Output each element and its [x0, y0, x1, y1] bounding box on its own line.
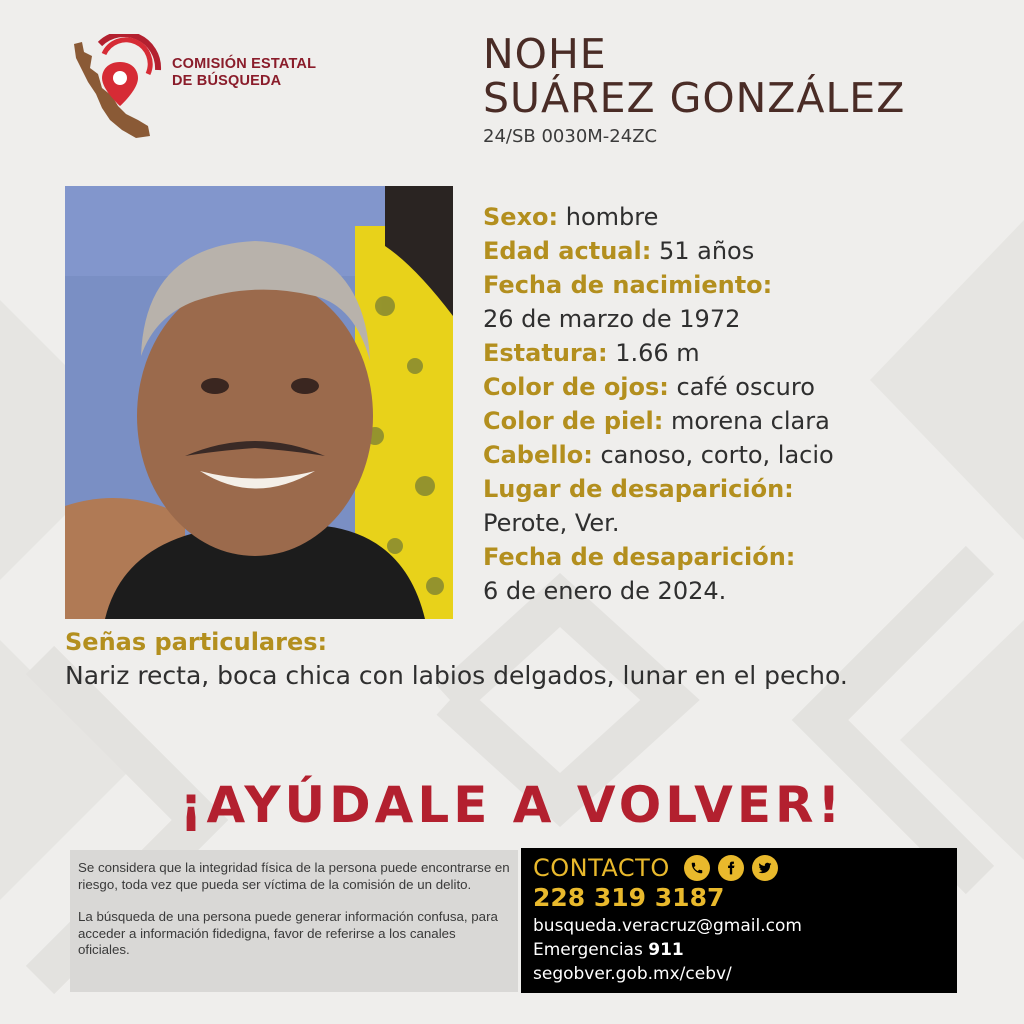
distinguishing-marks: [65, 625, 965, 693]
detail-label: Cabello:: [483, 441, 593, 469]
detail-value: hombre: [565, 203, 659, 231]
disclaimer-paragraph: Se considera que la integridad física de la persona puede encontrarse en riesgo, toda vez que pueda ser víctima de la comisión de un delito.: [78, 860, 510, 892]
detail-fecha-desap-value: 6 de enero de 2024.: [483, 577, 727, 605]
call-to-action: ¡AYÚDALE A VOLVER!: [179, 776, 845, 834]
detail-fecha-desap-label: [483, 540, 1003, 574]
person-name-block: [483, 32, 905, 147]
detail-label: Color de ojos:: [483, 373, 669, 401]
emergency-label: Emergencias: [533, 940, 643, 960]
veracruz-map-icon: [62, 34, 172, 144]
detail-nacimiento-value: 26 de marzo de 1972: [483, 305, 741, 333]
emergency-number[interactable]: 911: [648, 940, 684, 960]
detail-label: Sexo:: [483, 203, 559, 231]
phone-icon[interactable]: [684, 855, 710, 881]
detail-value: morena clara: [670, 407, 830, 435]
marks-value: Nariz recta, boca chica con labios delgados, lunar en el pecho.: [65, 661, 848, 690]
first-name: NOHE: [483, 30, 607, 78]
detail-ojos: [483, 370, 1003, 404]
detail-label: Fecha de desaparición:: [483, 543, 796, 571]
case-id: 24/SB 0030M-24ZC: [483, 126, 658, 147]
detail-cabello: [483, 438, 1003, 472]
logo-line-2: DE BÚSQUEDA: [172, 73, 282, 89]
detail-label: Lugar de desaparición:: [483, 475, 794, 503]
detail-label: Estatura:: [483, 339, 608, 367]
details-list: [483, 200, 1003, 608]
detail-label: Fecha de nacimiento:: [483, 271, 773, 299]
contact-box: [521, 848, 957, 993]
twitter-icon[interactable]: [752, 855, 778, 881]
detail-nacimiento-label: [483, 268, 1003, 302]
detail-lugar-value: Perote, Ver.: [483, 509, 620, 537]
detail-value: 1.66 m: [615, 339, 700, 367]
marks-label: Señas particulares:: [65, 628, 328, 656]
social-icons: [684, 855, 778, 881]
logo-line-1: COMISIÓN ESTATAL: [172, 56, 317, 72]
detail-value: café oscuro: [676, 373, 815, 401]
contact-phone[interactable]: 228 319 3187: [533, 883, 725, 912]
disclaimer-paragraph: La búsqueda de una persona puede generar información confusa, para acceder a información fidedigna, favor de referirse a los canales oficiales.: [78, 909, 498, 957]
disclaimer-box: [70, 850, 518, 992]
detail-label: Edad actual:: [483, 237, 652, 265]
last-name: SUÁREZ GONZÁLEZ: [483, 74, 906, 122]
person-photo: [65, 186, 453, 619]
detail-label: Color de piel:: [483, 407, 664, 435]
detail-lugar-label: [483, 472, 1003, 506]
detail-estatura: [483, 336, 1003, 370]
detail-sexo: [483, 200, 1003, 234]
detail-value: canoso, corto, lacio: [600, 441, 834, 469]
contact-website[interactable]: segobver.gob.mx/cebv/: [533, 964, 732, 984]
facebook-icon[interactable]: [718, 855, 744, 881]
contact-emergency: [533, 938, 945, 962]
detail-value: 51 años: [658, 237, 755, 265]
logo: [62, 34, 352, 146]
contact-title: CONTACTO: [533, 854, 670, 882]
contact-email[interactable]: busqueda.veracruz@gmail.com: [533, 916, 802, 936]
detail-edad: [483, 234, 1003, 268]
detail-piel: [483, 404, 1003, 438]
